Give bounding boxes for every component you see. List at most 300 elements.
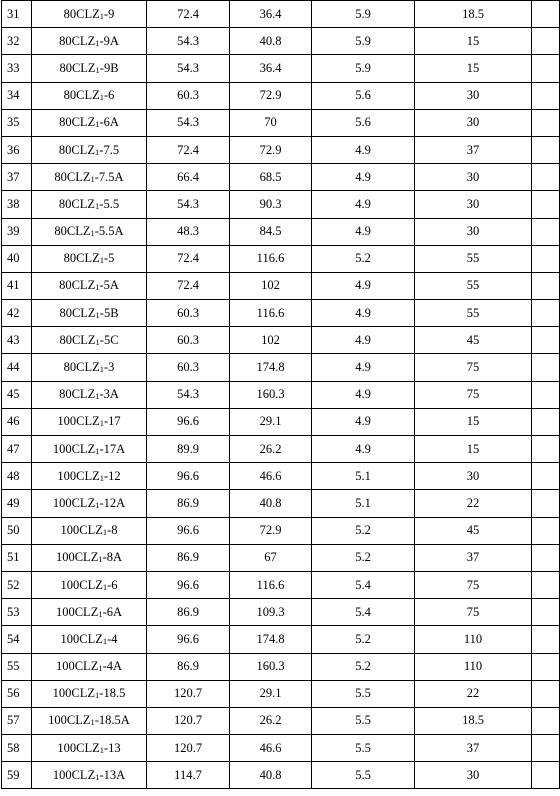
model-cell	[32, 626, 147, 653]
model-cell	[32, 218, 147, 245]
head-cell: 46.6	[230, 735, 312, 762]
table-row	[2, 82, 560, 109]
model-suffix: -6	[107, 577, 118, 592]
flow-cell: 72.4	[147, 272, 230, 299]
npsh-cell: 5.6	[312, 82, 415, 109]
row-number-cell: 33	[2, 55, 32, 82]
model-suffix: -5A	[99, 278, 119, 293]
head-cell: 160.3	[230, 653, 312, 680]
npsh-cell: 4.9	[312, 272, 415, 299]
model-subscript: 1	[99, 472, 104, 483]
extra-cell	[532, 55, 560, 82]
model-suffix: -17A	[99, 441, 126, 456]
npsh-cell: 5.9	[312, 28, 415, 55]
npsh-cell: 5.4	[312, 599, 415, 626]
model-subscript: 1	[98, 608, 103, 619]
model-prefix: 100CLZ	[60, 577, 103, 592]
row-number-cell: 46	[2, 408, 32, 435]
row-number-cell: 56	[2, 680, 32, 707]
flow-cell: 86.9	[147, 544, 230, 571]
extra-cell	[532, 354, 560, 381]
npsh-cell: 5.9	[312, 55, 415, 82]
npsh-cell: 5.2	[312, 517, 415, 544]
model-suffix: -4A	[102, 659, 123, 674]
flow-cell: 89.9	[147, 436, 230, 463]
model-subscript: 1	[102, 581, 108, 592]
model-cell	[32, 1, 147, 28]
power-cell: 22	[415, 490, 532, 517]
npsh-cell: 5.6	[312, 109, 415, 136]
flow-cell: 120.7	[147, 735, 230, 762]
head-cell: 109.3	[230, 599, 312, 626]
table-row	[2, 762, 560, 789]
model-prefix: 100CLZ	[57, 414, 100, 429]
model-suffix: -5C	[99, 332, 119, 347]
model-cell	[32, 490, 147, 517]
power-cell: 110	[415, 653, 532, 680]
row-number-cell: 31	[2, 1, 32, 28]
npsh-cell: 5.2	[312, 544, 415, 571]
model-prefix: 100CLZ	[60, 523, 103, 538]
power-cell: 55	[415, 272, 532, 299]
table-row	[2, 164, 560, 191]
row-number-cell: 47	[2, 436, 32, 463]
model-subscript: 1	[90, 173, 95, 184]
row-number-cell: 59	[2, 762, 32, 789]
row-number-cell: 52	[2, 571, 32, 598]
model-cell	[32, 436, 147, 463]
model-prefix: 80CLZ	[59, 33, 96, 48]
extra-cell	[532, 762, 560, 789]
power-cell: 15	[415, 28, 532, 55]
table-row	[2, 490, 560, 517]
table-row	[2, 28, 560, 55]
table-row	[2, 354, 560, 381]
model-subscript: 1	[95, 391, 100, 402]
model-subscript: 1	[95, 771, 100, 782]
flow-cell: 72.4	[147, 1, 230, 28]
model-prefix: 100CLZ	[52, 495, 96, 510]
head-cell: 174.8	[230, 626, 312, 653]
npsh-cell: 4.9	[312, 354, 415, 381]
model-prefix: 100CLZ	[55, 659, 99, 674]
extra-cell	[532, 218, 560, 245]
pump-spec-table	[1, 0, 560, 789]
model-prefix: 80CLZ	[54, 169, 91, 184]
head-cell: 72.9	[230, 136, 312, 163]
table-row	[2, 300, 560, 327]
table-row	[2, 735, 560, 762]
model-prefix: 100CLZ	[55, 550, 99, 565]
row-number-cell: 49	[2, 490, 32, 517]
extra-cell	[532, 327, 560, 354]
model-cell	[32, 300, 147, 327]
model-suffix: -8A	[102, 550, 123, 565]
flow-cell: 54.3	[147, 191, 230, 218]
power-cell: 55	[415, 300, 532, 327]
extra-cell	[532, 300, 560, 327]
extra-cell	[532, 164, 560, 191]
flow-cell: 54.3	[147, 109, 230, 136]
head-cell: 29.1	[230, 680, 312, 707]
model-prefix: 100CLZ	[52, 767, 96, 782]
power-cell: 45	[415, 517, 532, 544]
flow-cell: 54.3	[147, 28, 230, 55]
power-cell: 75	[415, 599, 532, 626]
table-row	[2, 55, 560, 82]
table-row	[2, 109, 560, 136]
table-row	[2, 517, 560, 544]
table-row	[2, 653, 560, 680]
power-cell: 110	[415, 626, 532, 653]
model-cell	[32, 272, 147, 299]
model-suffix: -7.5A	[94, 169, 124, 184]
model-cell	[32, 571, 147, 598]
power-cell: 75	[415, 354, 532, 381]
model-subscript: 1	[95, 146, 100, 157]
model-suffix: -6	[103, 88, 115, 103]
row-number-cell: 50	[2, 517, 32, 544]
table-row	[2, 272, 560, 299]
head-cell: 40.8	[230, 490, 312, 517]
npsh-cell: 5.2	[312, 653, 415, 680]
npsh-cell: 4.9	[312, 327, 415, 354]
model-cell	[32, 463, 147, 490]
flow-cell: 96.6	[147, 517, 230, 544]
table-row	[2, 707, 560, 734]
model-cell	[32, 680, 147, 707]
model-subscript: 1	[95, 499, 100, 510]
model-prefix: 80CLZ	[63, 88, 100, 103]
model-cell	[32, 191, 147, 218]
row-number-cell: 34	[2, 82, 32, 109]
npsh-cell: 4.9	[312, 218, 415, 245]
row-number-cell: 57	[2, 707, 32, 734]
model-prefix: 80CLZ	[54, 224, 91, 239]
npsh-cell: 4.9	[312, 408, 415, 435]
row-number-cell: 55	[2, 653, 32, 680]
extra-cell	[532, 707, 560, 734]
model-suffix: -9A	[99, 33, 119, 48]
model-cell	[32, 735, 147, 762]
row-number-cell: 35	[2, 109, 32, 136]
power-cell: 55	[415, 245, 532, 272]
model-subscript: 1	[95, 282, 100, 293]
extra-cell	[532, 735, 560, 762]
table-row	[2, 136, 560, 163]
model-subscript: 1	[95, 445, 100, 456]
model-suffix: -6A	[99, 115, 119, 130]
extra-cell	[532, 490, 560, 517]
extra-cell	[532, 136, 560, 163]
extra-cell	[532, 680, 560, 707]
row-number-cell: 38	[2, 191, 32, 218]
extra-cell	[532, 571, 560, 598]
npsh-cell: 5.1	[312, 490, 415, 517]
flow-cell: 54.3	[147, 55, 230, 82]
power-cell: 37	[415, 136, 532, 163]
model-suffix: -12A	[99, 495, 126, 510]
model-cell	[32, 544, 147, 571]
flow-cell: 120.7	[147, 707, 230, 734]
flow-cell: 60.3	[147, 327, 230, 354]
model-prefix: 80CLZ	[63, 360, 100, 375]
npsh-cell: 5.5	[312, 762, 415, 789]
power-cell: 75	[415, 571, 532, 598]
table-row	[2, 626, 560, 653]
head-cell: 40.8	[230, 762, 312, 789]
model-suffix: -7.5	[99, 142, 120, 157]
model-suffix: -18.5A	[94, 713, 130, 728]
model-subscript: 1	[90, 717, 95, 728]
table-row	[2, 1, 560, 28]
model-subscript: 1	[95, 690, 100, 701]
model-prefix: 80CLZ	[63, 6, 100, 21]
extra-cell	[532, 245, 560, 272]
row-number-cell: 42	[2, 300, 32, 327]
model-suffix: -5	[103, 251, 115, 266]
table-row	[2, 571, 560, 598]
flow-cell: 72.4	[147, 136, 230, 163]
model-suffix: -4	[107, 631, 118, 646]
head-cell: 36.4	[230, 55, 312, 82]
npsh-cell: 5.1	[312, 463, 415, 490]
row-number-cell: 48	[2, 463, 32, 490]
flow-cell: 96.6	[147, 571, 230, 598]
row-number-cell: 45	[2, 381, 32, 408]
table-row	[2, 245, 560, 272]
npsh-cell: 5.4	[312, 571, 415, 598]
row-number-cell: 37	[2, 164, 32, 191]
table-row	[2, 381, 560, 408]
model-subscript: 1	[95, 309, 100, 320]
row-number-cell: 51	[2, 544, 32, 571]
model-suffix: -17	[103, 414, 121, 429]
flow-cell: 86.9	[147, 490, 230, 517]
model-suffix: -18.5	[99, 686, 126, 701]
model-suffix: -5.5A	[94, 224, 124, 239]
row-number-cell: 44	[2, 354, 32, 381]
row-number-cell: 41	[2, 272, 32, 299]
head-cell: 102	[230, 327, 312, 354]
power-cell: 18.5	[415, 1, 532, 28]
model-cell	[32, 327, 147, 354]
head-cell: 29.1	[230, 408, 312, 435]
head-cell: 160.3	[230, 381, 312, 408]
power-cell: 18.5	[415, 707, 532, 734]
power-cell: 22	[415, 680, 532, 707]
model-suffix: -3	[103, 360, 115, 375]
row-number-cell: 39	[2, 218, 32, 245]
extra-cell	[532, 381, 560, 408]
model-subscript: 1	[95, 200, 100, 211]
power-cell: 30	[415, 109, 532, 136]
model-suffix: -5.5	[99, 196, 120, 211]
npsh-cell: 4.9	[312, 436, 415, 463]
npsh-cell: 4.9	[312, 164, 415, 191]
table-row	[2, 599, 560, 626]
power-cell: 30	[415, 191, 532, 218]
power-cell: 30	[415, 82, 532, 109]
extra-cell	[532, 653, 560, 680]
power-cell: 30	[415, 762, 532, 789]
model-prefix: 80CLZ	[59, 332, 96, 347]
head-cell: 84.5	[230, 218, 312, 245]
model-prefix: 80CLZ	[59, 60, 96, 75]
model-prefix: 80CLZ	[59, 305, 96, 320]
extra-cell	[532, 408, 560, 435]
head-cell: 46.6	[230, 463, 312, 490]
table-row	[2, 408, 560, 435]
model-subscript: 1	[99, 364, 104, 375]
model-subscript: 1	[95, 119, 100, 130]
table-row	[2, 463, 560, 490]
flow-cell: 66.4	[147, 164, 230, 191]
extra-cell	[532, 436, 560, 463]
power-cell: 15	[415, 408, 532, 435]
power-cell: 37	[415, 735, 532, 762]
head-cell: 26.2	[230, 707, 312, 734]
model-prefix: 80CLZ	[59, 387, 96, 402]
model-subscript: 1	[102, 635, 108, 646]
model-suffix: -3A	[99, 387, 119, 402]
extra-cell	[532, 599, 560, 626]
head-cell: 116.6	[230, 300, 312, 327]
model-suffix: -9B	[99, 60, 119, 75]
table-body	[2, 1, 560, 789]
power-cell: 30	[415, 218, 532, 245]
power-cell: 15	[415, 55, 532, 82]
flow-cell: 86.9	[147, 599, 230, 626]
flow-cell: 72.4	[147, 245, 230, 272]
model-prefix: 100CLZ	[60, 631, 103, 646]
model-prefix: 80CLZ	[58, 196, 96, 211]
model-prefix: 100CLZ	[55, 604, 99, 619]
model-cell	[32, 28, 147, 55]
npsh-cell: 5.2	[312, 245, 415, 272]
model-suffix: -13A	[99, 767, 126, 782]
model-cell	[32, 707, 147, 734]
model-cell	[32, 136, 147, 163]
row-number-cell: 54	[2, 626, 32, 653]
model-suffix: -13	[103, 740, 121, 755]
model-suffix: -5B	[99, 305, 119, 320]
npsh-cell: 5.9	[312, 1, 415, 28]
head-cell: 72.9	[230, 517, 312, 544]
extra-cell	[532, 191, 560, 218]
model-subscript: 1	[99, 255, 104, 266]
model-subscript: 1	[99, 418, 104, 429]
model-cell	[32, 245, 147, 272]
power-cell: 30	[415, 463, 532, 490]
npsh-cell: 5.5	[312, 735, 415, 762]
table-row	[2, 327, 560, 354]
model-subscript: 1	[98, 663, 103, 674]
npsh-cell: 5.5	[312, 680, 415, 707]
table-row	[2, 544, 560, 571]
table-row	[2, 680, 560, 707]
model-prefix: 80CLZ	[59, 115, 96, 130]
flow-cell: 60.3	[147, 82, 230, 109]
head-cell: 116.6	[230, 571, 312, 598]
head-cell: 174.8	[230, 354, 312, 381]
model-prefix: 100CLZ	[57, 740, 100, 755]
power-cell: 75	[415, 381, 532, 408]
row-number-cell: 53	[2, 599, 32, 626]
model-suffix: -9	[103, 6, 115, 21]
model-subscript: 1	[102, 527, 108, 538]
model-subscript: 1	[99, 92, 104, 103]
power-cell: 45	[415, 327, 532, 354]
row-number-cell: 36	[2, 136, 32, 163]
model-cell	[32, 109, 147, 136]
head-cell: 40.8	[230, 28, 312, 55]
model-suffix: -6A	[102, 604, 123, 619]
model-subscript: 1	[95, 37, 100, 48]
model-cell	[32, 517, 147, 544]
flow-cell: 60.3	[147, 354, 230, 381]
power-cell: 37	[415, 544, 532, 571]
flow-cell: 120.7	[147, 680, 230, 707]
extra-cell	[532, 82, 560, 109]
head-cell: 72.9	[230, 82, 312, 109]
extra-cell	[532, 626, 560, 653]
head-cell: 26.2	[230, 436, 312, 463]
flow-cell: 48.3	[147, 218, 230, 245]
row-number-cell: 58	[2, 735, 32, 762]
flow-cell: 114.7	[147, 762, 230, 789]
table-row	[2, 218, 560, 245]
power-cell: 15	[415, 436, 532, 463]
head-cell: 90.3	[230, 191, 312, 218]
extra-cell	[532, 272, 560, 299]
head-cell: 68.5	[230, 164, 312, 191]
model-cell	[32, 55, 147, 82]
model-cell	[32, 599, 147, 626]
extra-cell	[532, 28, 560, 55]
model-prefix: 80CLZ	[58, 142, 96, 157]
row-number-cell: 32	[2, 28, 32, 55]
model-prefix: 80CLZ	[63, 251, 100, 266]
model-cell	[32, 653, 147, 680]
table-row	[2, 436, 560, 463]
model-cell	[32, 82, 147, 109]
model-subscript: 1	[95, 64, 100, 75]
extra-cell	[532, 544, 560, 571]
model-prefix: 100CLZ	[52, 441, 96, 456]
model-prefix: 100CLZ	[52, 686, 96, 701]
row-number-cell: 43	[2, 327, 32, 354]
model-cell	[32, 762, 147, 789]
head-cell: 36.4	[230, 1, 312, 28]
extra-cell	[532, 1, 560, 28]
flow-cell: 96.6	[147, 626, 230, 653]
flow-cell: 60.3	[147, 300, 230, 327]
table-row	[2, 191, 560, 218]
head-cell: 70	[230, 109, 312, 136]
head-cell: 67	[230, 544, 312, 571]
model-cell	[32, 354, 147, 381]
head-cell: 102	[230, 272, 312, 299]
model-subscript: 1	[98, 554, 103, 565]
extra-cell	[532, 463, 560, 490]
head-cell: 116.6	[230, 245, 312, 272]
npsh-cell: 5.2	[312, 626, 415, 653]
model-prefix: 80CLZ	[59, 278, 96, 293]
npsh-cell: 4.9	[312, 136, 415, 163]
model-cell	[32, 164, 147, 191]
npsh-cell: 5.5	[312, 707, 415, 734]
